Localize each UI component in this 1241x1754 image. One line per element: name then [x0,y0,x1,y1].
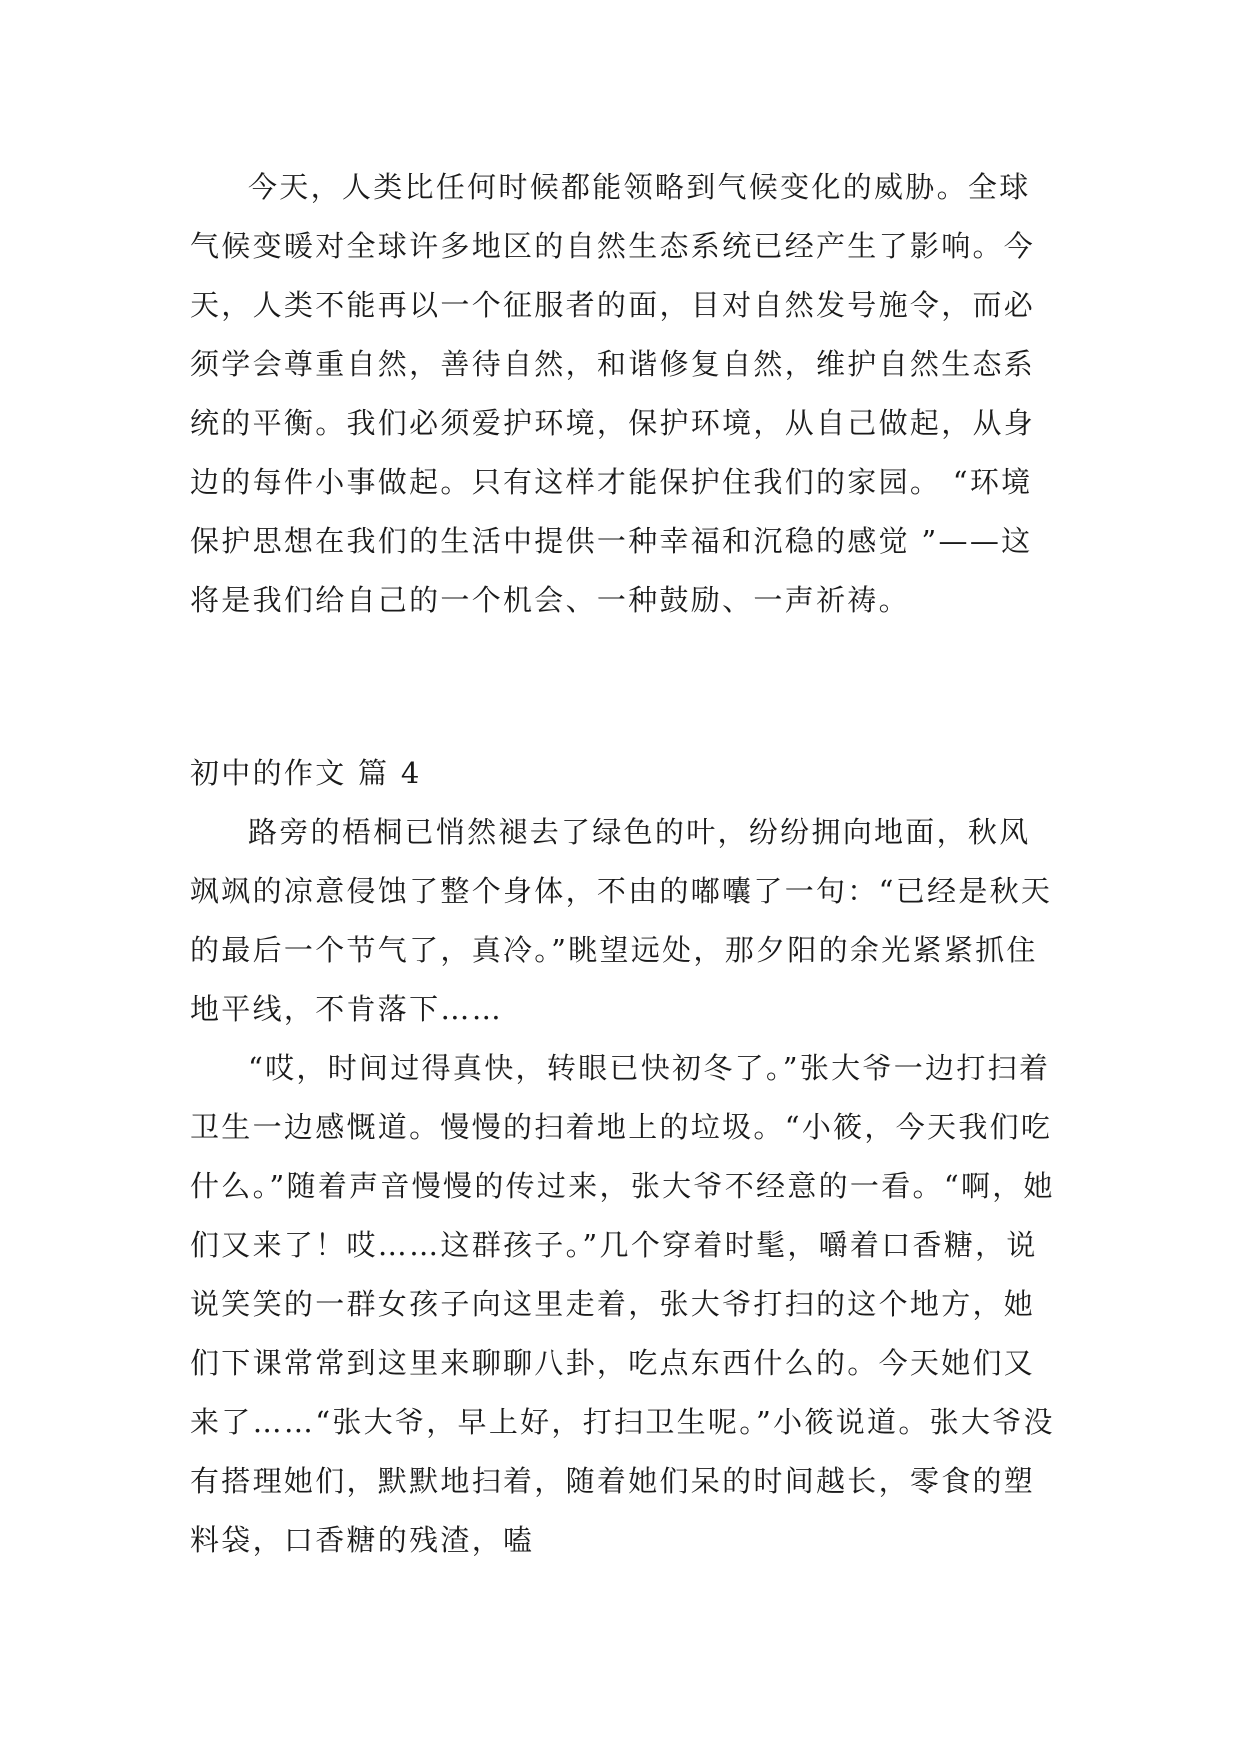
essay-heading: 初中的作文 篇 4 [190,756,422,790]
paragraph-environment: 今天，人类比任何时候都能领略到气候变化的威胁。全球气候变暖对全球许多地区的自然生态系统已经产生了影响。今天，人类不能再以一个征服者的面，目对自然发号施令，而必须学会尊重自然，善待自然，和谐修复自然，维护自然生态系统的平衡。我们必须爱护环境，保护环境，从自己做起，从身边的每件小事做起。只有这样才能保护住我们的家园。 “环境保护思想在我们的生活中提供一种幸福和沉稳的感觉 ”——这将是我们给自己的一个机会、一种鼓励、一声祈祷。 [190,170,1036,617]
essay-section-1 [190,158,1060,630]
paragraph-autumn: 路旁的梧桐已悄然褪去了绿色的叶，纷纷拥向地面，秋风飒飒的凉意侵蚀了整个身体，不由的嘟囔了一句：“已经是秋天的最后一个节气了，真冷。”眺望远处，那夕阳的余光紧紧抓住地平线，不肯落下…… [190,815,1053,1026]
paragraph-grandpa-zhang: “哎，时间过得真快，转眼已快初冬了。”张大爷一边打扫着卫生一边感慨道。慢慢的扫着地上的垃圾。“小筱，今天我们吃什么。”随着声音慢慢的传过来，张大爷不经意的一看。“啊，她们又来了！哎……这群孩子。”几个穿着时髦，嚼着口香糖，说说笑笑的一群女孩子向这里走着，张大爷打扫的这个地方，她们下课常常到这里来聊聊八卦，吃点东西什么的。今天她们又来了……“张大爷，早上好，打扫卫生呢。”小筱说道。张大爷没有搭理她们，默默地扫着，随着她们呆的时间越长，零食的塑料袋，口香糖的残渣，嗑 [190,1051,1055,1557]
essay-section-2 [190,744,1060,1570]
